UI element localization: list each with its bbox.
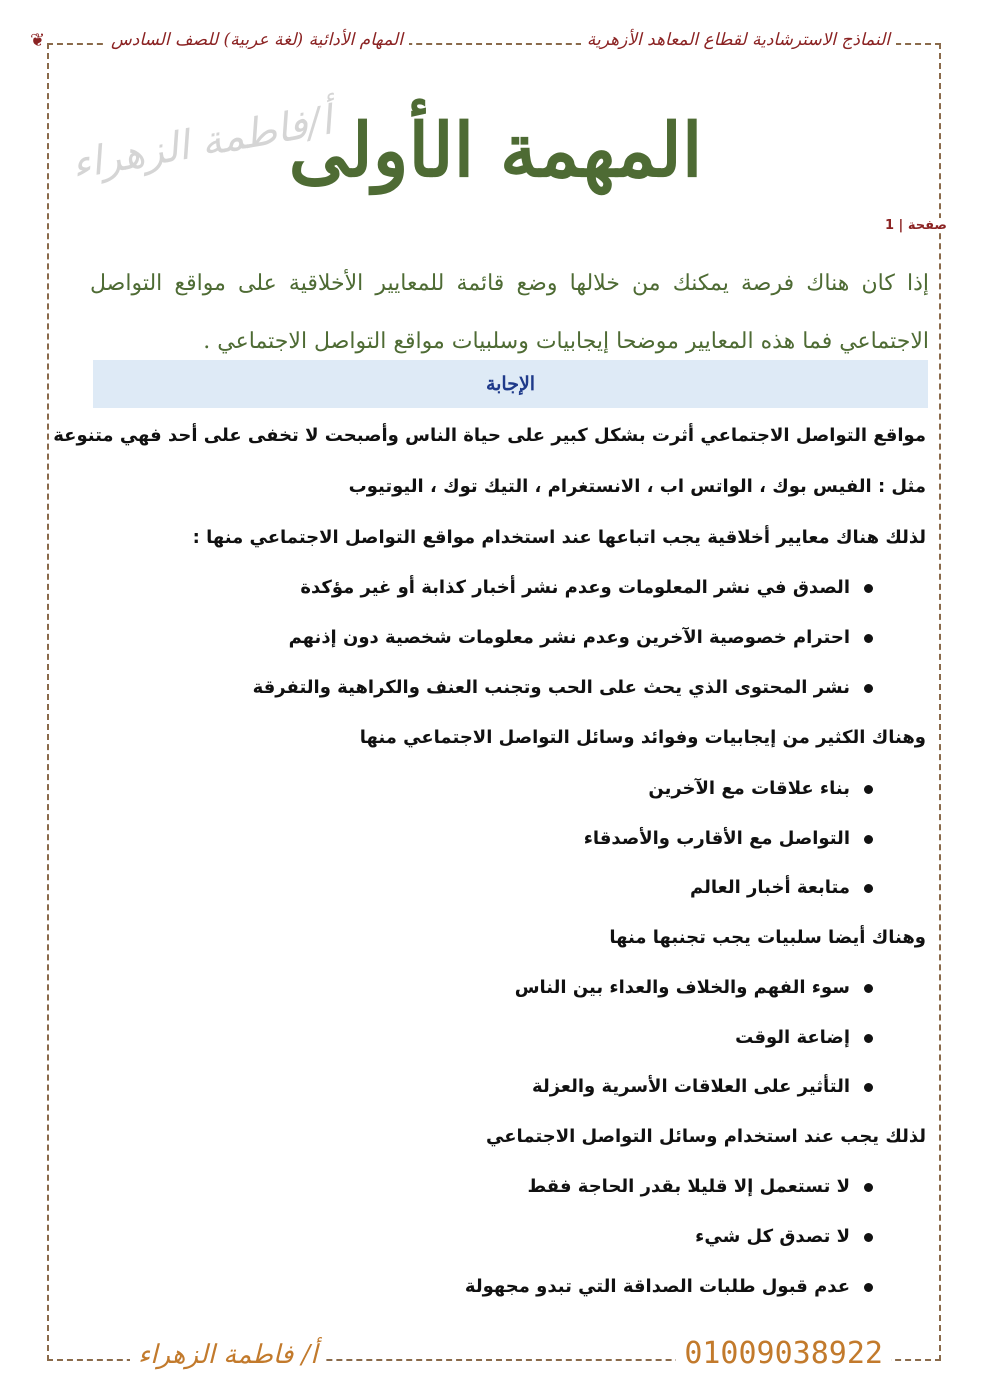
list-item: التأثير على العلاقات الأسرية والعزلة bbox=[532, 1076, 873, 1097]
header-left-text: المهام الأدائية (لغة عربية) للصف السادس bbox=[105, 30, 409, 50]
bullet-icon bbox=[864, 984, 873, 993]
intro-line-1: مواقع التواصل الاجتماعي أثرت بشكل كبير على حياة الناس وأصبحت لا تخفى على أحد فهي متنوعة bbox=[53, 425, 926, 446]
question-text: إذا كان هناك فرصة يمكنك من خلالها وضع قائمة للمعايير الأخلاقية على مواقع التواصل الاجتماعي فما هذه المعايير موضحا إيجابيات وسلبيات مواقع التواصل الاجتماعي . bbox=[90, 271, 929, 354]
ornament-icon: ❦ bbox=[30, 30, 46, 51]
list-item: بناء علاقات مع الآخرين bbox=[648, 778, 873, 799]
footer-author-name: أ/ فاطمة الزهراء bbox=[130, 1340, 326, 1370]
advice-heading: لذلك يجب عند استخدام وسائل التواصل الاجتماعي bbox=[486, 1126, 926, 1147]
list-item: سوء الفهم والخلاف والعداء بين الناس bbox=[515, 977, 873, 998]
watermark-name: أ/فاطمة الزهراء bbox=[68, 97, 336, 189]
page-border bbox=[47, 43, 941, 1361]
list-item: إضاعة الوقت bbox=[735, 1027, 873, 1048]
list-item: لا تستعمل إلا قليلا بقدر الحاجة فقط bbox=[528, 1176, 873, 1197]
header-right-text: النماذج الاسترشادية لقطاع المعاهد الأزهرية bbox=[581, 30, 896, 50]
list-item: التواصل مع الأقارب والأصدقاء bbox=[584, 828, 873, 849]
bullet-icon bbox=[864, 835, 873, 844]
list-item: متابعة أخبار العالم bbox=[690, 877, 873, 898]
answer-label: الإجابة bbox=[485, 373, 536, 395]
list-item: الصدق في نشر المعلومات وعدم نشر أخبار كذابة أو غير مؤكدة bbox=[300, 577, 873, 598]
answer-label-bar bbox=[93, 360, 928, 408]
bullet-icon bbox=[864, 1283, 873, 1292]
list-item: احترام خصوصية الآخرين وعدم نشر معلومات شخصية دون إذنهم bbox=[289, 627, 873, 648]
bullet-icon bbox=[864, 785, 873, 794]
bullet-icon bbox=[864, 884, 873, 893]
bullet-icon bbox=[864, 684, 873, 693]
bullet-icon bbox=[864, 1233, 873, 1242]
intro-line-2: مثل : الفيس بوك ، الواتس اب ، الانستغرام ، التيك توك ، اليوتيوب bbox=[348, 476, 926, 497]
list-item: عدم قبول طلبات الصداقة التي تبدو مجهولة bbox=[465, 1276, 873, 1297]
bullet-icon bbox=[864, 1083, 873, 1092]
bullet-icon bbox=[864, 1034, 873, 1043]
list-item: لا تصدق كل شيء bbox=[695, 1226, 873, 1247]
bullet-icon bbox=[864, 1183, 873, 1192]
page-number: صفحة | 1 bbox=[881, 218, 951, 233]
negatives-heading: وهناك أيضا سلبيات يجب تجنبها منها bbox=[609, 927, 926, 948]
positives-heading: وهناك الكثير من إيجابيات وفوائد وسائل التواصل الاجتماعي منها bbox=[359, 727, 926, 748]
page-title: المهمة الأولى bbox=[288, 108, 703, 194]
ethics-heading: لذلك هناك معايير أخلاقية يجب اتباعها عند استخدام مواقع التواصل الاجتماعي منها : bbox=[192, 527, 926, 548]
list-item: نشر المحتوى الذي يحث على الحب وتجنب العنف والكراهية والتفرقة bbox=[253, 677, 873, 698]
bullet-icon bbox=[864, 634, 873, 643]
footer-phone-number: 01009038922 bbox=[676, 1336, 891, 1371]
bullet-icon bbox=[864, 584, 873, 593]
